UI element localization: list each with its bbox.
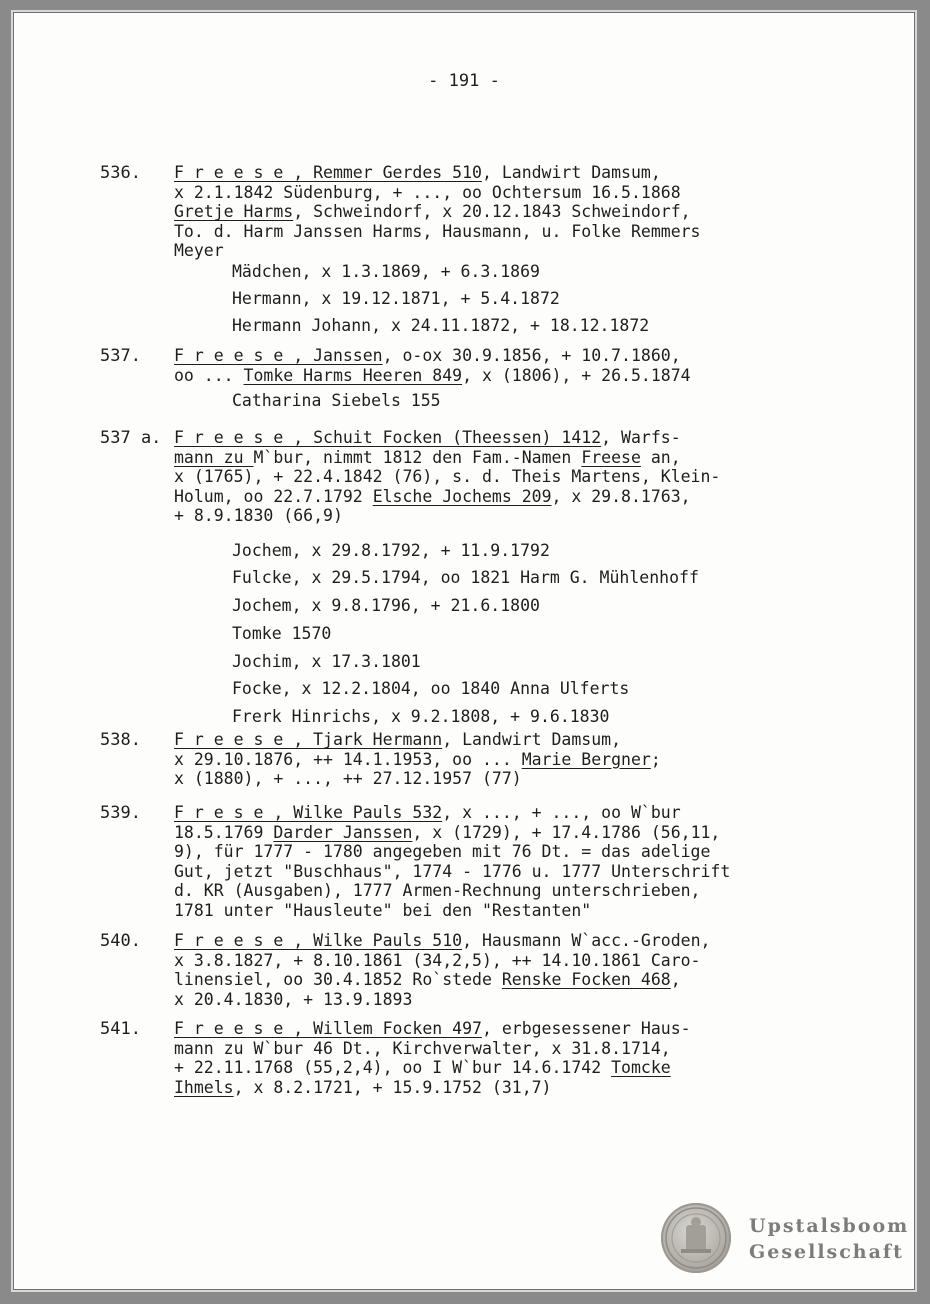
entry-line-text: x 29.10.1876, ++ 14.1.1953, oo ... bbox=[174, 749, 522, 769]
entry-line-text: 18.5.1769 bbox=[174, 822, 274, 842]
spouse-name: Tomke Harms Heeren 849 bbox=[243, 365, 463, 385]
child-item: Focke, x 12.2.1804, oo 1840 Anna Ulferts bbox=[232, 679, 630, 698]
entry-number: 536. bbox=[100, 163, 141, 183]
child-item: Tomke 1570 bbox=[232, 624, 332, 643]
person-name: F r e s e , Wilke Pauls 532 bbox=[174, 803, 443, 822]
entry-text bbox=[174, 1019, 834, 1097]
child-item: Catharina Siebels 155 bbox=[232, 391, 441, 410]
entry-line-text: linensiel, oo 30.4.1852 Ro`stede bbox=[174, 970, 502, 989]
entry-line-text: , bbox=[670, 970, 681, 989]
child-item: Jochem, x 29.8.1792, + 11.9.1792 bbox=[232, 541, 550, 560]
entry-line-text: , x (1806), + 26.5.1874 bbox=[462, 365, 691, 385]
entry-line-text: , x ..., + ..., oo W`bur bbox=[442, 803, 681, 822]
entry-number: 537 a. bbox=[100, 428, 162, 448]
entry-text bbox=[174, 346, 834, 385]
entry-text bbox=[174, 730, 834, 789]
child-item: Jochim, x 17.3.1801 bbox=[232, 652, 421, 671]
entry-line-text: , Hausmann W`acc.-Groden, bbox=[462, 931, 711, 950]
watermark-line-2: Gesellschaft bbox=[749, 1241, 904, 1263]
entry-text bbox=[174, 931, 834, 1009]
entry-text bbox=[174, 803, 834, 920]
entry-line-text: x (1765), + 22.4.1842 (76), s. d. Theis Martens, Klein- bbox=[174, 467, 721, 486]
entry-line-text: mann zu bbox=[174, 447, 254, 467]
spouse-name: Darder Janssen bbox=[273, 822, 413, 842]
person-name: F r e e s e , Wilke Pauls 510 bbox=[174, 931, 463, 950]
entry-line-text: , Schweindorf, x 20.12.1843 Schweindorf, bbox=[293, 202, 691, 221]
entry-number: 537. bbox=[100, 346, 141, 366]
entry-line-text: + 8.9.1830 (66,9) bbox=[174, 506, 343, 525]
document-page bbox=[14, 13, 914, 1289]
spouse-name: Elsche Jochems 209 bbox=[372, 486, 552, 506]
entry-number: 539. bbox=[100, 803, 141, 823]
person-name: F r e e s e , Willem Focken 497 bbox=[174, 1019, 482, 1038]
entry-line-text: x 3.8.1827, + 8.10.1861 (34,2,5), ++ 14.10.1861 Caro- bbox=[174, 950, 701, 970]
child-item: Hermann, x 19.12.1871, + 5.4.1872 bbox=[232, 289, 560, 308]
entry-line-text: 9), für 1777 - 1780 angegeben mit 76 Dt. = das adelige bbox=[174, 842, 711, 861]
entry-line-text: mann zu W`bur 46 Dt., Kirchverwalter, x 31.8.1714, bbox=[174, 1038, 671, 1058]
watermark-text bbox=[749, 1213, 909, 1265]
entry-line-text: ; bbox=[650, 749, 661, 769]
entry-line-text: Gut, jetzt "Buschhaus", 1774 - 1776 u. 1777 Unterschrift bbox=[174, 861, 731, 881]
child-item: Mädchen, x 1.3.1869, + 6.3.1869 bbox=[232, 262, 540, 281]
entry-number: 538. bbox=[100, 730, 141, 750]
person-name: F r e e s e , Remmer Gerdes 510 bbox=[174, 163, 482, 182]
entry-line-text: , erbgesessener Haus- bbox=[481, 1019, 691, 1038]
entry-line-text: , Landwirt Damsum, bbox=[481, 163, 661, 182]
entry-line-text: an, bbox=[640, 447, 681, 467]
person-name: F r e e s e , Schuit Focken (Theessen) 1412 bbox=[174, 428, 602, 447]
spouse-name: Renske Focken 468 bbox=[501, 970, 671, 989]
entry-text bbox=[174, 163, 834, 261]
entry-line-text: d. KR (Ausgaben), 1777 Armen-Rechnung unterschrieben, bbox=[174, 881, 701, 900]
society-seal-icon bbox=[661, 1203, 731, 1273]
child-item: Jochem, x 9.8.1796, + 21.6.1800 bbox=[232, 596, 540, 615]
entry-line-text: , Warfs- bbox=[601, 428, 681, 447]
entry-number: 541. bbox=[100, 1019, 141, 1039]
entry-line-text: x (1880), + ..., ++ 27.12.1957 (77) bbox=[174, 769, 522, 788]
entry-line-text: , x 29.8.1763, bbox=[551, 486, 691, 506]
entry-line-text: M`bur, nimmt 1812 den Fam.-Namen bbox=[253, 447, 582, 467]
watermark-line-1: Upstalsboom bbox=[749, 1215, 910, 1237]
spouse-name: Tomcke bbox=[611, 1058, 671, 1077]
person-name: F r e e s e , Janssen bbox=[174, 346, 383, 365]
child-item: Hermann Johann, x 24.11.1872, + 18.12.1872 bbox=[232, 316, 650, 335]
entry-line-text: + 22.11.1768 (55,2,4), oo I W`bur 14.6.1742 bbox=[174, 1058, 612, 1077]
entry-line-text: , o-ox 30.9.1856, + 10.7.1860, bbox=[382, 346, 681, 365]
entry-line-text: oo ... bbox=[174, 365, 244, 385]
entry-line-text: x 2.1.1842 Südenburg, + ..., oo Ochtersum 16.5.1868 bbox=[174, 182, 681, 202]
child-item: Fulcke, x 29.5.1794, oo 1821 Harm G. Mühlenhoff bbox=[232, 568, 699, 587]
spouse-name: Marie Bergner bbox=[521, 749, 651, 769]
child-item: Frerk Hinrichs, x 9.2.1808, + 9.6.1830 bbox=[232, 707, 610, 726]
spouse-name: Ihmels bbox=[174, 1077, 234, 1097]
entry-line-text: Meyer bbox=[174, 241, 224, 260]
entry-text bbox=[174, 428, 834, 526]
entry-line-text: , x 8.2.1721, + 15.9.1752 (31,7) bbox=[233, 1077, 552, 1097]
spouse-name: Gretje Harms bbox=[174, 202, 294, 221]
family-name: Freese bbox=[581, 447, 641, 467]
entry-line-text: , Landwirt Damsum, bbox=[442, 730, 622, 749]
entry-line-text: To. d. Harm Janssen Harms, Hausmann, u. Folke Remmers bbox=[174, 221, 701, 241]
entry-line-text: , x (1729), + 17.4.1786 (56,11, bbox=[412, 822, 721, 842]
page-number: - 191 - bbox=[428, 71, 500, 91]
entry-line-text: x 20.4.1830, + 13.9.1893 bbox=[174, 989, 413, 1009]
entry-line-text: Holum, oo 22.7.1792 bbox=[174, 486, 373, 506]
entry-line-text: 1781 unter "Hausleute" bei den "Restanten" bbox=[174, 900, 592, 920]
entry-number: 540. bbox=[100, 931, 141, 951]
person-name: F r e e s e , Tjark Hermann bbox=[174, 730, 443, 749]
